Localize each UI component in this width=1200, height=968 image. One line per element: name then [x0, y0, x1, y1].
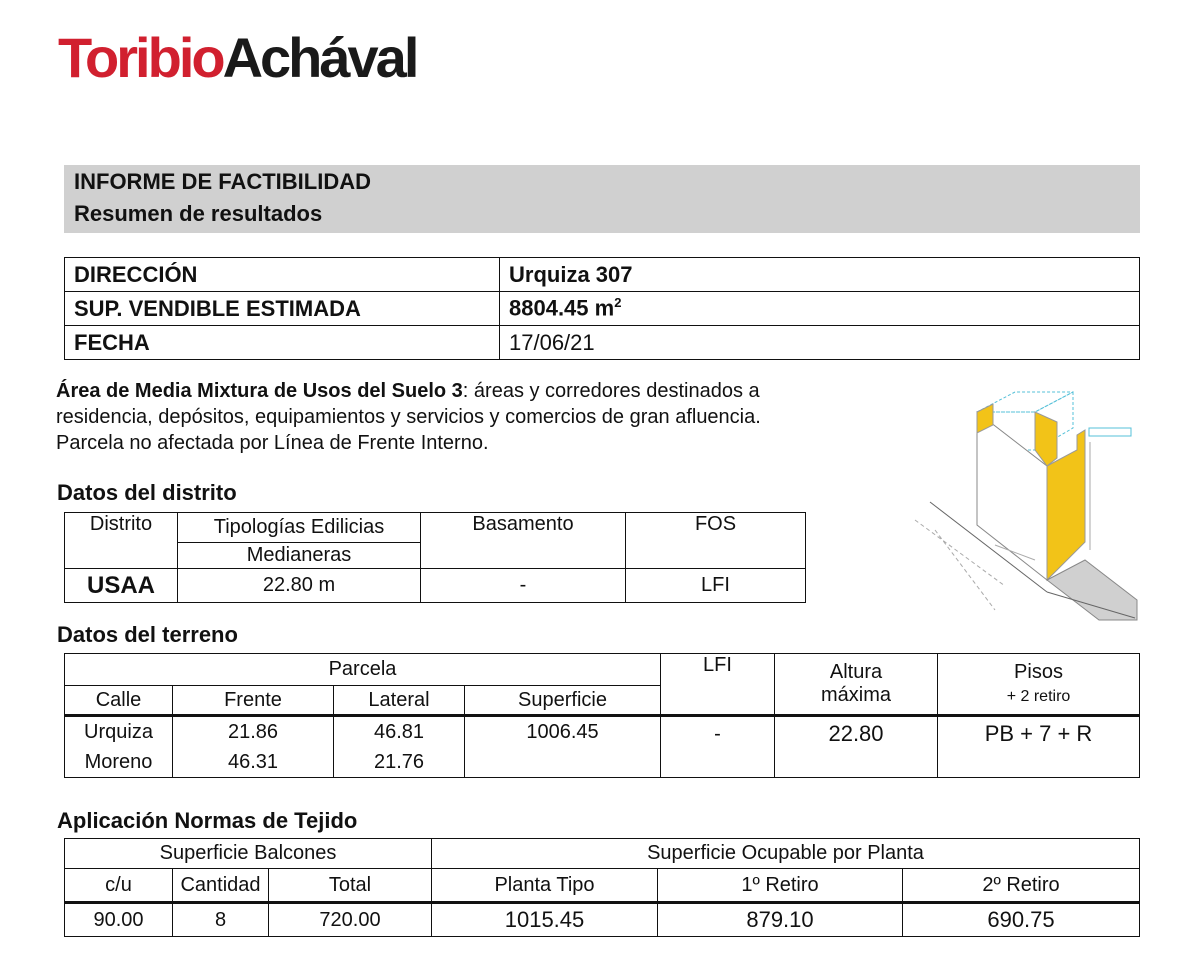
area-text-2: residencia, depósitos, equipamientos y servicios y comercios de gran afluencia. [56, 406, 761, 428]
basamento-value: - [421, 569, 626, 603]
superficie-header: Superficie [465, 686, 661, 716]
cu-header: c/u [65, 869, 173, 903]
lateral-header: Lateral [334, 686, 465, 716]
frente-1: 21.86 [227, 721, 279, 743]
calle-1: Urquiza [84, 721, 153, 743]
fecha-label: FECHA [65, 326, 500, 360]
calle-values [65, 716, 173, 778]
pisos-header [938, 654, 1140, 716]
basamento-header: Basamento [421, 513, 626, 569]
medianeras-value: 22.80 m [178, 569, 421, 603]
pisos-header-line-2: + 2 retiro [1006, 688, 1071, 705]
logo [58, 22, 416, 94]
summary-table [64, 257, 1140, 360]
sup-value: 8804.45 m [509, 295, 615, 321]
lateral-1: 46.81 [373, 721, 425, 743]
area-text-1: : áreas y corredores destinados a [462, 380, 760, 402]
frente-values [173, 716, 334, 778]
frente-header: Frente [173, 686, 334, 716]
fos-value: LFI [626, 569, 806, 603]
balcones-header: Superficie Balcones [65, 839, 432, 869]
cantidad-value: 8 [173, 903, 269, 937]
distrito-header: Distrito [65, 513, 178, 569]
frente-2: 46.31 [227, 751, 279, 773]
lfi-value: - [661, 716, 775, 778]
retiro-2-header: 2º Retiro [903, 869, 1140, 903]
altura-header-line-1: Altura [829, 661, 883, 683]
planta-tipo-value: 1015.45 [432, 903, 658, 937]
terreno-section-title: Datos del terreno [57, 622, 238, 647]
sup-value-cell [500, 292, 1140, 326]
altura-value: 22.80 [775, 716, 938, 778]
area-title: Área de Media Mixtura de Usos del Suelo 3 [56, 380, 463, 402]
fecha-value: 17/06/21 [500, 326, 1140, 360]
cu-value: 90.00 [65, 903, 173, 937]
direccion-value: Urquiza 307 [500, 258, 1140, 292]
report-banner [64, 165, 1140, 233]
area-description [56, 378, 896, 456]
normas-section-title: Aplicación Normas de Tejido [57, 808, 358, 833]
lateral-2: 21.76 [373, 751, 425, 773]
report-title: INFORME DE FACTIBILIDAD [74, 169, 371, 194]
tipologias-header: Tipologías Edilicias [178, 513, 421, 543]
lfi-header: LFI [661, 654, 775, 716]
logo-part-2: Achával [222, 26, 417, 89]
altura-header [775, 654, 938, 716]
distrito-section-title: Datos del distrito [57, 480, 237, 505]
pisos-header-line-1: Pisos [1014, 661, 1063, 683]
retiro-1-value: 879.10 [658, 903, 903, 937]
superficie-value: 1006.45 [465, 716, 661, 778]
area-text-3: Parcela no afectada por Línea de Frente Interno. [56, 432, 489, 454]
building-illustration [885, 370, 1155, 630]
report-subtitle: Resumen de resultados [74, 201, 323, 226]
fos-header: FOS [626, 513, 806, 569]
normas-table [64, 838, 1140, 937]
pisos-value: PB + 7 + R [938, 716, 1140, 778]
distrito-table [64, 512, 806, 603]
ocupable-header: Superficie Ocupable por Planta [432, 839, 1140, 869]
calle-2: Moreno [84, 751, 153, 773]
direccion-label: DIRECCIÓN [65, 258, 500, 292]
sup-unit-exponent: 2 [614, 295, 622, 311]
medianeras-header: Medianeras [178, 543, 421, 569]
planta-tipo-header: Planta Tipo [432, 869, 658, 903]
total-value: 720.00 [269, 903, 432, 937]
calle-header: Calle [65, 686, 173, 716]
terreno-table [64, 653, 1140, 778]
altura-header-line-2: máxima [820, 684, 891, 706]
logo-part-1: Toribio [58, 26, 223, 89]
retiro-1-header: 1º Retiro [658, 869, 903, 903]
cantidad-header: Cantidad [173, 869, 269, 903]
retiro-2-value: 690.75 [903, 903, 1140, 937]
parcela-header: Parcela [65, 654, 661, 686]
distrito-value: USAA [65, 569, 178, 603]
sup-label: SUP. VENDIBLE ESTIMADA [65, 292, 500, 326]
total-header: Total [269, 869, 432, 903]
lateral-values [334, 716, 465, 778]
